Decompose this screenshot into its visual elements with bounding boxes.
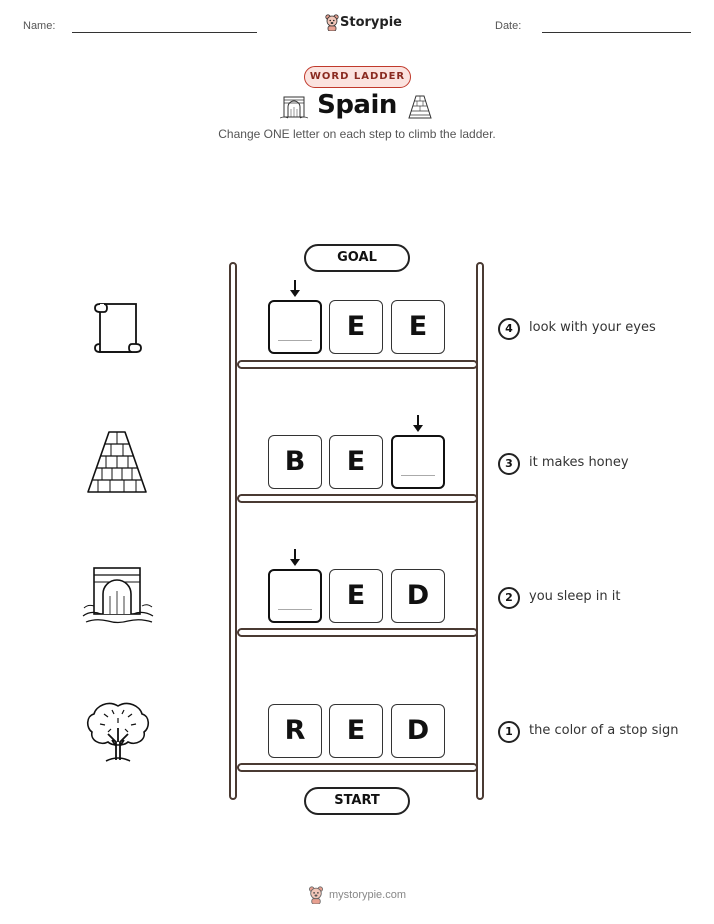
step-number: 2 [498,587,520,609]
scroll-icon [94,298,142,358]
ladder-rung [237,763,478,772]
ladder-rung [237,360,478,369]
goal-label: GOAL [304,244,410,272]
letter-tile: D [391,704,445,758]
letter-tile: R [268,704,322,758]
ladder-rung [237,494,478,503]
aqueduct-arch-icon [82,566,154,626]
ladder-right-rail [476,262,484,800]
instructions: Change ONE letter on each step to climb the ladder. [218,127,496,141]
olive-tree-icon [86,698,150,764]
activity-badge: WORD LADDER [304,66,411,88]
date-line[interactable] [542,32,691,33]
name-line[interactable] [72,32,257,33]
ladder-left-rail [229,262,237,800]
footer-brand [308,886,418,904]
beehive-icon [86,430,148,494]
letter-blank-input[interactable] [391,435,445,489]
bear-mascot-icon [325,14,339,31]
letter-tile: E [391,300,445,354]
date-label: Date: [495,20,522,32]
name-label: Name: [23,20,56,32]
step-number: 1 [498,721,520,743]
step-clue: you sleep in it [529,589,621,604]
letter-tile: E [329,569,383,623]
page-title: Spain [317,90,397,120]
step-clue: it makes honey [529,455,629,470]
brand-logo [325,14,402,32]
start-label: START [304,787,410,815]
bear-mascot-icon [308,886,324,904]
letter-blank-input[interactable] [268,300,322,354]
step-number: 4 [498,318,520,340]
aqueduct-arch-icon [280,94,308,120]
step-clue: the color of a stop sign [529,723,679,738]
brand-name: Storypie [340,15,402,30]
arrow-down-icon [288,280,302,298]
letter-blank-input[interactable] [268,569,322,623]
ladder-rung [237,628,478,637]
arrow-down-icon [411,415,425,433]
letter-tile: E [329,300,383,354]
footer-site: mystorypie.com [329,889,407,901]
letter-tile: E [329,435,383,489]
step-number: 3 [498,453,520,475]
letter-tile: D [391,569,445,623]
arrow-down-icon [288,549,302,567]
letter-tile: E [329,704,383,758]
step-clue: look with your eyes [529,320,656,335]
beehive-icon [407,94,433,120]
letter-tile: B [268,435,322,489]
